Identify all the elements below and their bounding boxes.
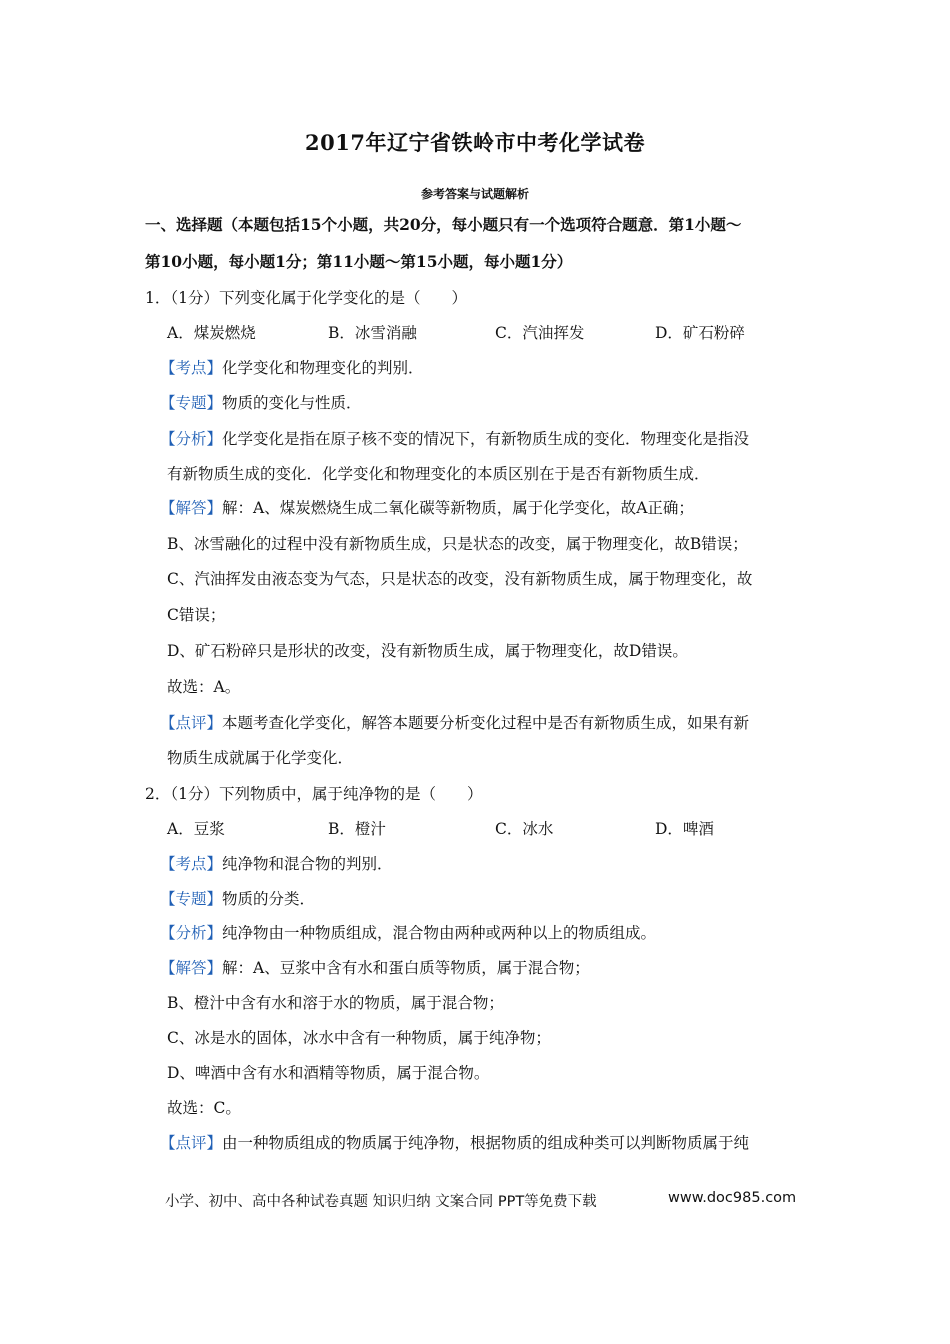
question-2-zhuanti — [160, 888, 315, 910]
question-2-jieda-text-3: C、冰是水的固体，冰水中含有一种物质，属于纯净物； — [167, 1029, 551, 1047]
question-1-option-b: B．冰雪消融 — [328, 324, 417, 342]
question-1-stem: 1．（1分）下列变化属于化学变化的是（ ） — [145, 289, 467, 307]
zhuanti-tag: 【专题】 — [160, 890, 223, 908]
question-1-jieda-text-3: C、汽油挥发由液态变为气态，只是状态的改变，没有新物质生成，属于物理变化，故 — [167, 570, 753, 588]
question-2-option-c: C．冰水 — [495, 820, 554, 838]
question-2-answer: 故选：C。 — [167, 1099, 241, 1117]
footer-text: 小学、初中、高中各种试卷真题 知识归纳 文案合同 PPT等免费下载 — [165, 1194, 597, 1210]
jieda-tag: 【解答】 — [160, 959, 223, 977]
question-2-jieda-text-1: 解：A、豆浆中含有水和蛋白质等物质，属于混合物； — [222, 959, 590, 977]
section-heading-line-1: 一、选择题（本题包括15个小题，共20分，每小题只有一个选项符合题意．第1小题～ — [145, 215, 742, 234]
fenxi-tag: 【分析】 — [160, 924, 223, 942]
question-1-answer: 故选：A。 — [167, 678, 241, 696]
dianping-tag: 【点评】 — [160, 1134, 223, 1152]
zhuanti-tag: 【专题】 — [160, 394, 223, 412]
question-2-option-b: B．橙汁 — [328, 820, 386, 838]
question-2-option-a: A．豆浆 — [167, 820, 225, 838]
question-2-option-d: D．啤酒 — [655, 820, 714, 838]
question-1-jieda-text-5: D、矿石粉碎只是形状的改变，没有新物质生成，属于物理变化，故D错误。 — [167, 642, 688, 660]
question-2-stem: 2．（1分）下列物质中，属于纯净物的是（ ） — [145, 785, 483, 803]
question-2-zhuanti-text: 物质的分类． — [222, 890, 316, 908]
question-2-jieda-text-2: B、橙汁中含有水和溶于水的物质，属于混合物； — [167, 994, 504, 1012]
question-2-fenxi — [160, 922, 656, 944]
question-1-zhuanti-text: 物质的变化与性质． — [222, 394, 362, 412]
question-1-option-c: C．汽油挥发 — [495, 324, 585, 342]
question-2-fenxi-text-1: 纯净物由一种物质组成，混合物由两种或两种以上的物质组成。 — [222, 924, 657, 942]
page-title: 2017年辽宁省铁岭市中考化学试卷 — [305, 130, 645, 155]
section-heading-line-2: 第10小题，每小题1分；第11小题～第15小题，每小题1分） — [145, 252, 573, 271]
question-2-kaodian-text: 纯净物和混合物的判别． — [222, 855, 393, 873]
question-1-dianping — [160, 712, 749, 734]
question-1-kaodian-text: 化学变化和物理变化的判别． — [222, 359, 424, 377]
question-1-kaodian — [160, 357, 424, 379]
question-1-option-a: A．煤炭燃烧 — [167, 324, 256, 342]
question-1-dianping-text-2: 物质生成就属于化学变化． — [167, 749, 354, 767]
question-1-fenxi — [160, 428, 749, 450]
question-1-jieda-text-4: C错误； — [167, 606, 226, 624]
kaodian-tag: 【考点】 — [160, 359, 223, 377]
kaodian-tag: 【考点】 — [160, 855, 223, 873]
dianping-tag: 【点评】 — [160, 714, 223, 732]
question-2-jieda-text-4: D、啤酒中含有水和酒精等物质，属于混合物。 — [167, 1064, 490, 1082]
question-1-option-d: D．矿石粉碎 — [655, 324, 745, 342]
question-1-fenxi-text-1: 化学变化是指在原子核不变的情况下，有新物质生成的变化．物理变化是指没 — [222, 430, 750, 448]
question-1-zhuanti — [160, 392, 362, 414]
question-1-fenxi-text-2: 有新物质生成的变化．化学变化和物理变化的本质区别在于是否有新物质生成． — [167, 465, 710, 483]
question-1-jieda-text-1: 解：A、煤炭燃烧生成二氧化碳等新物质，属于化学变化，故A正确； — [222, 499, 694, 517]
question-1-jieda — [160, 497, 694, 519]
question-2-jieda — [160, 957, 590, 979]
question-1-jieda-text-2: B、冰雪融化的过程中没有新物质生成，只是状态的改变，属于物理变化，故B错误； — [167, 535, 748, 553]
jieda-tag: 【解答】 — [160, 499, 223, 517]
question-2-kaodian — [160, 853, 393, 875]
page-subtitle: 参考答案与试题解析 — [420, 187, 529, 201]
fenxi-tag: 【分析】 — [160, 430, 223, 448]
question-2-dianping-text-1: 由一种物质组成的物质属于纯净物，根据物质的组成种类可以判断物质属于纯 — [222, 1134, 750, 1152]
question-1-dianping-text-1: 本题考查化学变化，解答本题要分析变化过程中是否有新物质生成，如果有新 — [222, 714, 750, 732]
question-2-dianping — [160, 1132, 749, 1154]
footer-site-link[interactable]: www.doc985.com — [668, 1190, 797, 1206]
